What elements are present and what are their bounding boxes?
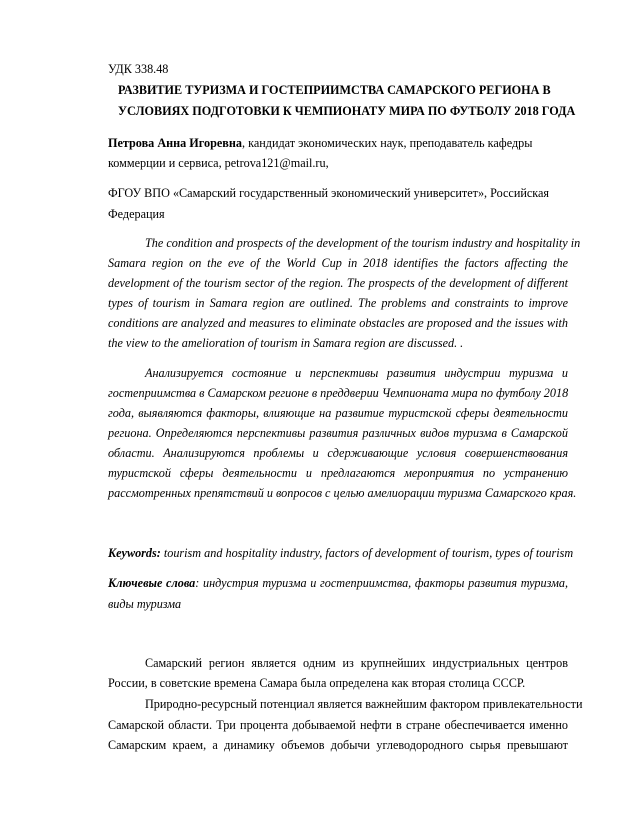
abstract-ru-line: области. Анализируются проблемы и сдерживающие условия совершенствования	[108, 446, 568, 460]
abstract-en-line: Samara region on the eve of the World Cup in 2018 identifies the factors affecting the	[108, 256, 568, 270]
title-line-2: УСЛОВИЯХ ПОДГОТОВКИ К ЧЕМПИОНАТУ МИРА ПО ФУТБОЛУ 2018 ГОДА	[118, 104, 576, 118]
author-desc: , кандидат экономических наук, преподаватель кафедры	[242, 136, 533, 150]
abstract-en-line: conditions are analyzed and measures to eliminate obstacles are proposed and the issues with	[108, 316, 568, 330]
body-line: Самарский регион является одним из крупнейших индустриальных центров	[145, 656, 568, 670]
keywords-ru-line-1	[108, 576, 568, 590]
abstract-en-line: types of tourism in Samara region are outlined. The problems and constraints to improve	[108, 296, 568, 310]
title-line-1: РАЗВИТИЕ ТУРИЗМА И ГОСТЕПРИИМСТВА САМАРСКОГО РЕГИОНА В	[118, 83, 551, 97]
body-line: Самарской области. Три процента добываемой нефти в стране обеспечивается именно	[108, 718, 568, 732]
keywords-ru-text: : индустрия туризма и гостеприимства, факторы развития туризма,	[195, 576, 568, 590]
abstract-en-line: the view to the amelioration of tourism in Samara region are discussed. .	[108, 336, 464, 350]
abstract-en-line: The condition and prospects of the development of the tourism industry and hospitality in	[145, 236, 581, 250]
body-line: Самарским краем, а динамику объемов добычи углеводородного сырья превышают	[108, 738, 568, 752]
abstract-ru-line: рассмотренных препятствий и вопросов с целью амелиорации туризма Самарского края.	[108, 486, 577, 500]
abstract-ru-line: года, выявляются факторы, влияющие на развитие туристской сферы деятельности	[108, 406, 568, 420]
author-line-1	[108, 136, 568, 150]
udc-code: УДК 338.48	[108, 62, 169, 76]
keywords-en-label: Keywords:	[108, 546, 161, 560]
keywords-en-text: tourism and hospitality industry, factors of development of tourism, types of tourism	[160, 546, 574, 560]
keywords-ru-line-2: виды туризма	[108, 597, 182, 611]
abstract-ru-line: региона. Определяются перспективы развития различных видов туризма в Самарской	[108, 426, 568, 440]
author-line-2: коммерции и сервиса, petrova121@mail.ru,	[108, 156, 329, 170]
abstract-ru-line: Анализируется состояние и перспективы развития индустрии туризма и	[145, 366, 568, 380]
keywords-ru-label: Ключевые слова	[108, 576, 196, 590]
author-name: Петрова Анна Игоревна	[108, 136, 242, 150]
abstract-ru-line: гостеприимства в Самарском регионе в преддверии Чемпионата мира по футболу 2018	[108, 386, 569, 400]
body-line: России, в советские времена Самара была определена как вторая столица СССР.	[108, 676, 526, 690]
affiliation-line-2: Федерация	[108, 207, 165, 221]
affiliation-line-1: ФГОУ ВПО «Самарский государственный экономический университет», Российская	[108, 186, 550, 200]
abstract-en-line: development of the tourism sector of the region. The prospects of the development of different	[108, 276, 568, 290]
abstract-ru-line: туристской сферы деятельности и предлагаются мероприятия по устранению	[108, 466, 568, 480]
body-line: Природно-ресурсный потенциал является важнейшим фактором привлекательности	[145, 697, 583, 711]
keywords-en	[108, 546, 574, 560]
